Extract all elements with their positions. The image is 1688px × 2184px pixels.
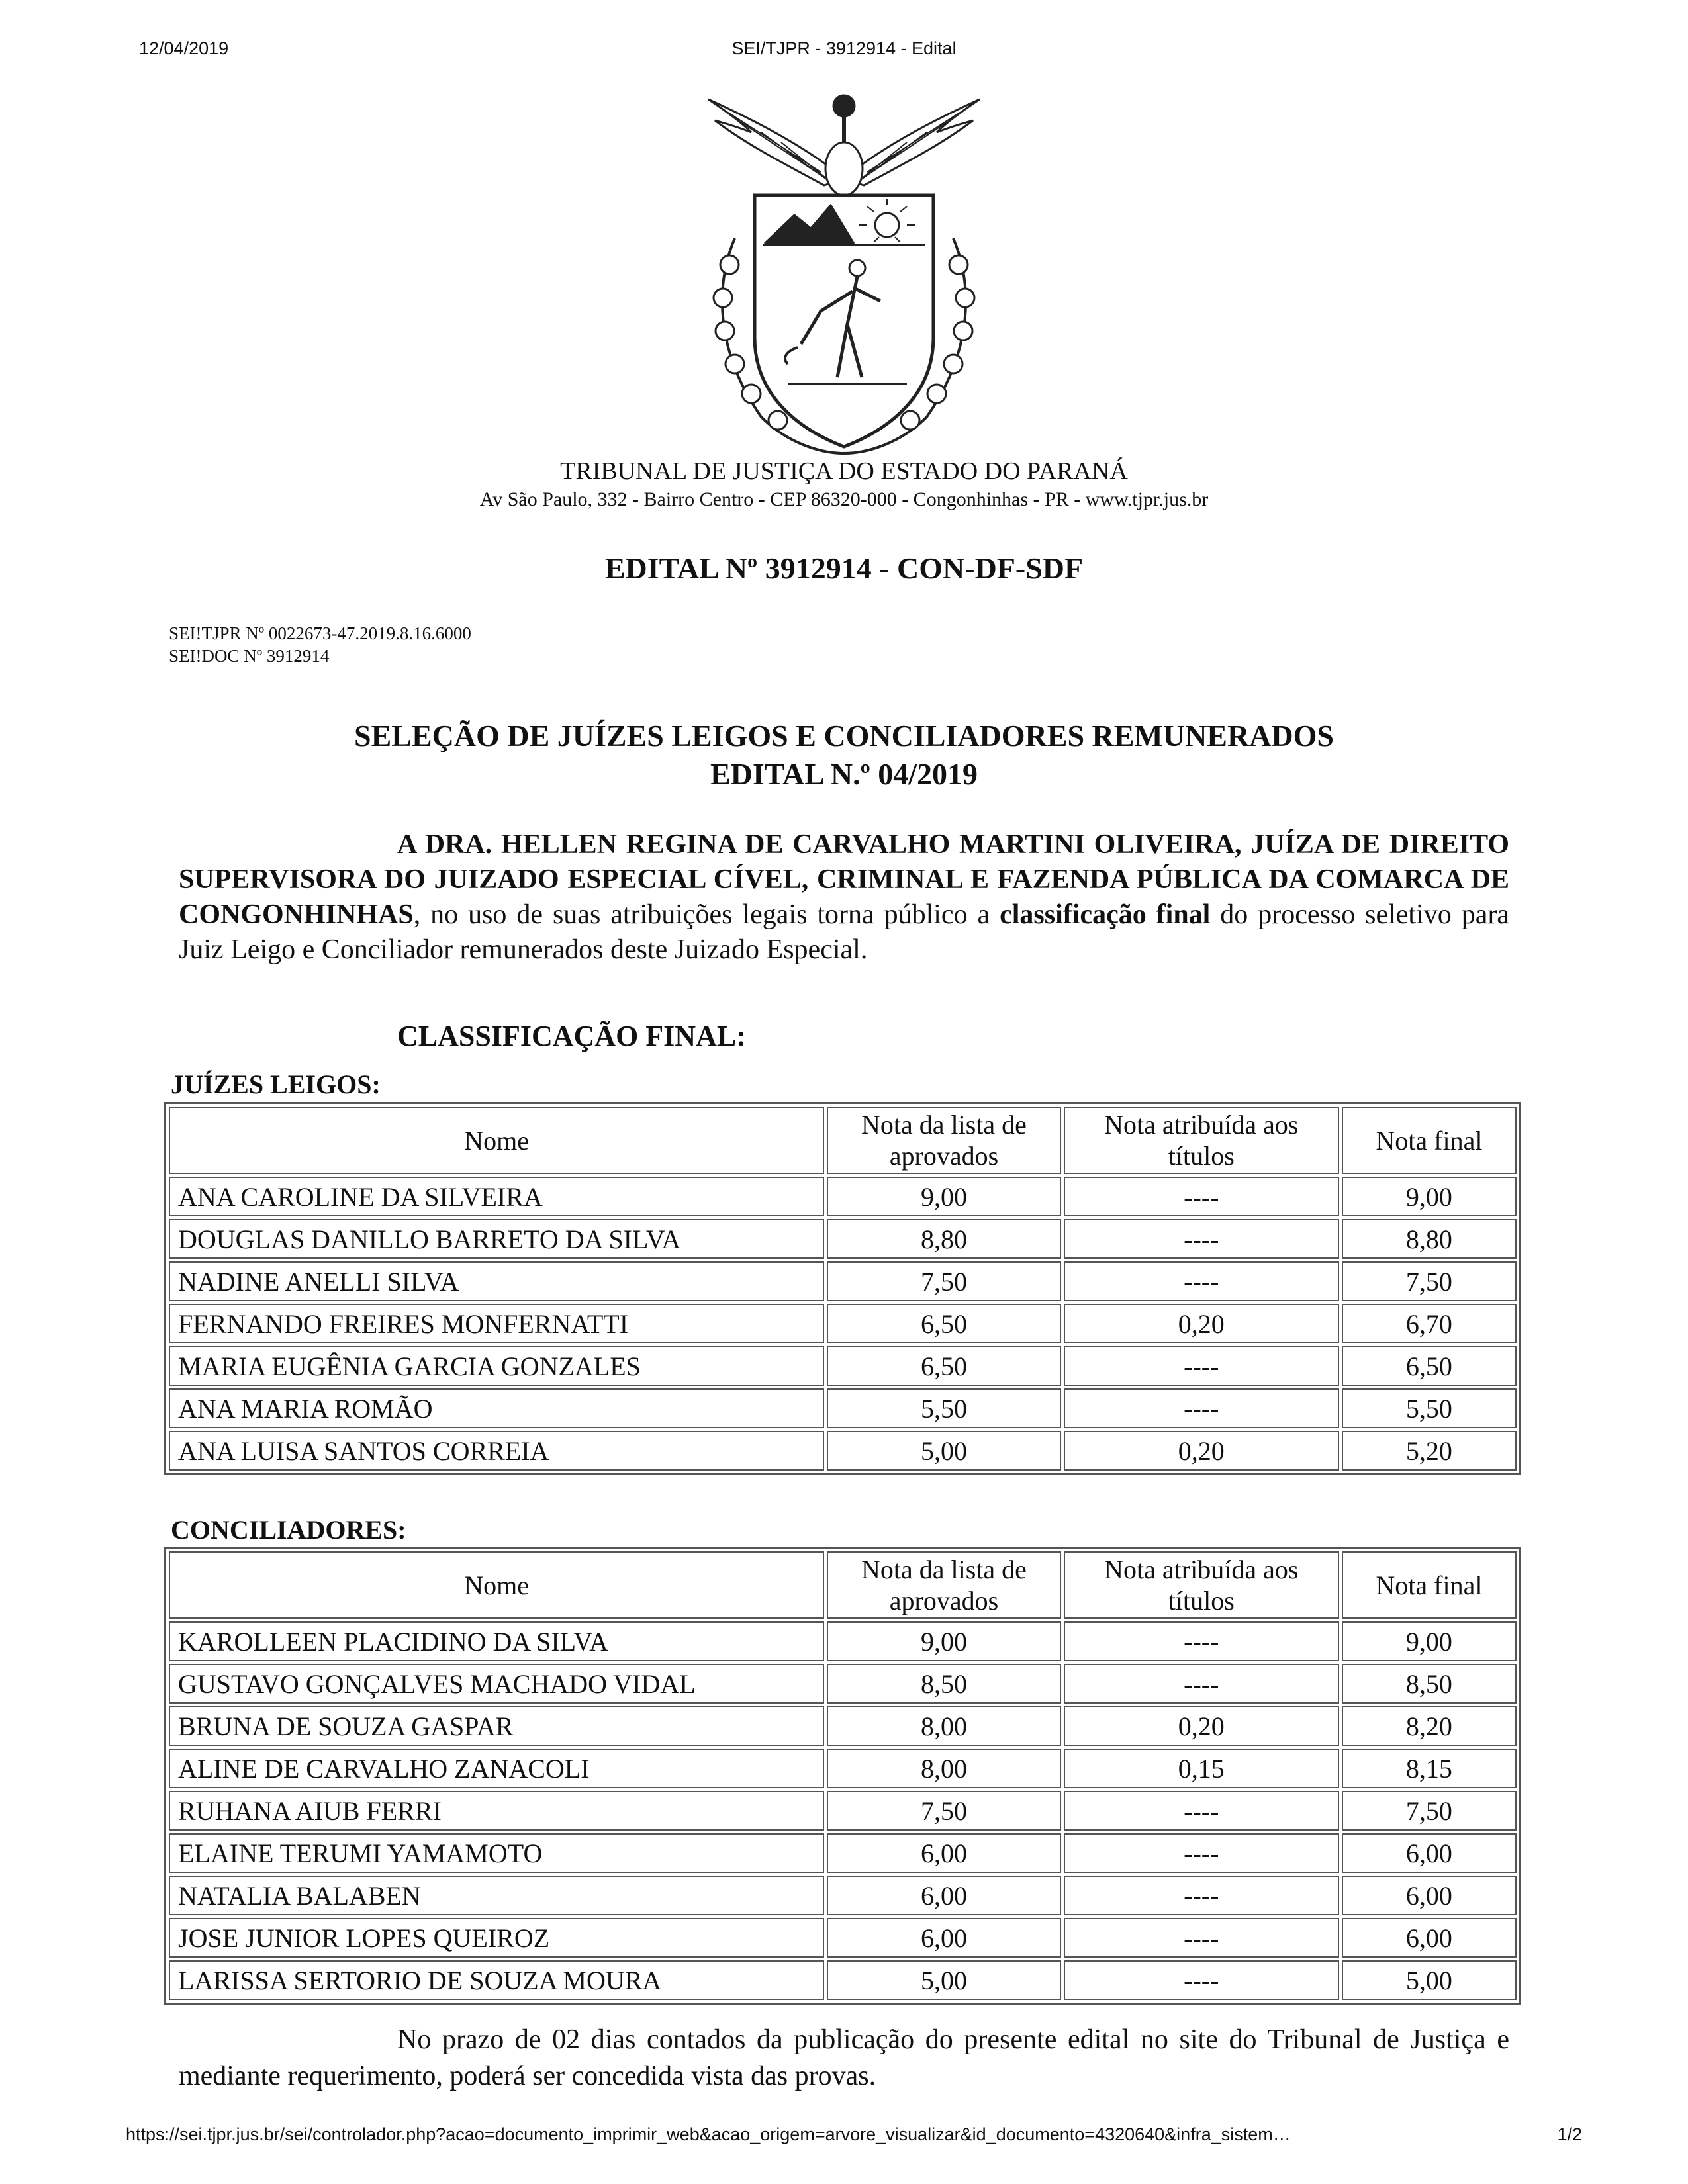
header-title-score: Nota atribuída aos títulos <box>1064 1551 1339 1619</box>
paragraph-text-1: , no uso de suas atribuições legais torna público a <box>413 899 1000 930</box>
table-header-row <box>169 1107 1517 1174</box>
classification-heading: CLASSIFICAÇÃO FINAL: <box>397 1020 746 1052</box>
cell-list-score: 6,50 <box>827 1304 1061 1343</box>
cell-final-score: 6,00 <box>1342 1833 1517 1873</box>
cell-final-score: 8,20 <box>1342 1706 1517 1746</box>
cell-list-score: 8,50 <box>827 1664 1061 1704</box>
cell-list-score: 5,00 <box>827 1960 1061 2000</box>
cell-final-score: 6,00 <box>1342 1876 1517 1915</box>
cell-title-score: 0,20 <box>1064 1304 1339 1343</box>
cell-final-score: 7,50 <box>1342 1791 1517 1831</box>
cell-title-score: 0,15 <box>1064 1749 1339 1788</box>
table-row <box>169 1706 1517 1746</box>
juizes-leigos-table <box>164 1102 1521 1475</box>
cell-title-score: ---- <box>1064 1833 1339 1873</box>
table-row <box>169 1749 1517 1788</box>
table-row <box>169 1791 1517 1831</box>
cell-list-score: 5,50 <box>827 1388 1061 1428</box>
cell-final-score: 5,20 <box>1342 1431 1517 1471</box>
header-title-score: Nota atribuída aos títulos <box>1064 1107 1339 1174</box>
closing-text: No prazo de 02 dias contados da publicação do presente edital no site do Tribunal de Justiça e mediante requerimento, poderá ser concedida vista das provas. <box>179 2025 1509 2091</box>
cell-name: KAROLLEEN PLACIDINO DA SILVA <box>169 1621 824 1661</box>
cell-list-score: 7,50 <box>827 1791 1061 1831</box>
cell-name: GUSTAVO GONÇALVES MACHADO VIDAL <box>169 1664 824 1704</box>
cell-name: BRUNA DE SOUZA GASPAR <box>169 1706 824 1746</box>
table-row <box>169 1219 1517 1259</box>
cell-title-score: 0,20 <box>1064 1431 1339 1471</box>
table-header-row <box>169 1551 1517 1619</box>
cell-title-score: ---- <box>1064 1960 1339 2000</box>
cell-title-score: ---- <box>1064 1918 1339 1958</box>
header-final-score: Nota final <box>1342 1107 1517 1174</box>
intro-paragraph <box>179 827 1509 968</box>
cell-name: JOSE JUNIOR LOPES QUEIROZ <box>169 1918 824 1958</box>
cell-name: NATALIA BALABEN <box>169 1876 824 1915</box>
table-row <box>169 1621 1517 1661</box>
paragraph-text-2: do processo seletivo para Juiz Leigo e Conciliador remunerados deste Juizado Especial. <box>179 899 1509 965</box>
juizes-leigos-label: JUÍZES LEIGOS: <box>171 1069 381 1099</box>
cell-name: FERNANDO FREIRES MONFERNATTI <box>169 1304 824 1343</box>
conciliadores-label: CONCILIADORES: <box>171 1515 406 1545</box>
cell-name: DOUGLAS DANILLO BARRETO DA SILVA <box>169 1219 824 1259</box>
table-row <box>169 1346 1517 1386</box>
cell-title-score: ---- <box>1064 1346 1339 1386</box>
table-row <box>169 1664 1517 1704</box>
header-name: Nome <box>169 1107 824 1174</box>
table-row <box>169 1833 1517 1873</box>
cell-title-score: ---- <box>1064 1876 1339 1915</box>
cell-list-score: 8,00 <box>827 1706 1061 1746</box>
cell-title-score: ---- <box>1064 1177 1339 1216</box>
table-row <box>169 1261 1517 1301</box>
table-row <box>169 1960 1517 2000</box>
cell-title-score: ---- <box>1064 1219 1339 1259</box>
cell-name: ANA CAROLINE DA SILVEIRA <box>169 1177 824 1216</box>
cell-list-score: 6,00 <box>827 1918 1061 1958</box>
cell-final-score: 9,00 <box>1342 1177 1517 1216</box>
cell-final-score: 6,00 <box>1342 1918 1517 1958</box>
cell-final-score: 8,50 <box>1342 1664 1517 1704</box>
parana-coat-of-arms-icon <box>688 86 1000 457</box>
table-row <box>169 1876 1517 1915</box>
judge-statement: A DRA. HELLEN REGINA DE CARVALHO MARTINI OLIVEIRA, JUÍZA DE DIREITO SUPERVISORA DO JUIZADO ESPECIAL CÍVEL, CRIMINAL E FAZENDA PÚBLICA DA COMARCA DE CONGONHINHAS <box>179 829 1509 930</box>
cell-final-score: 9,00 <box>1342 1621 1517 1661</box>
table-row <box>169 1304 1517 1343</box>
cell-list-score: 7,50 <box>827 1261 1061 1301</box>
cell-title-score: ---- <box>1064 1664 1339 1704</box>
cell-list-score: 9,00 <box>827 1177 1061 1216</box>
print-title: SEI/TJPR - 3912914 - Edital <box>731 38 957 58</box>
final-classification-term: classificação final <box>1000 899 1211 930</box>
table-row <box>169 1431 1517 1471</box>
court-name: TRIBUNAL DE JUSTIÇA DO ESTADO DO PARANÁ <box>560 457 1128 485</box>
print-url: https://sei.tjpr.jus.br/sei/controlador.php?acao=documento_imprimir_web&acao_origem=arvore_visualizar&id_documento=4320640&infra_sistem… <box>126 2124 1291 2144</box>
selection-title: SELEÇÃO DE JUÍZES LEIGOS E CONCILIADORES REMUNERADOS <box>354 719 1334 752</box>
header-name: Nome <box>169 1551 824 1619</box>
sei-process-number: SEI!TJPR Nº 0022673-47.2019.8.16.6000 <box>169 623 471 643</box>
edital-title: EDITAL Nº 3912914 - CON-DF-SDF <box>604 551 1084 585</box>
header-final-score: Nota final <box>1342 1551 1517 1619</box>
cell-final-score: 5,00 <box>1342 1960 1517 2000</box>
cell-final-score: 6,70 <box>1342 1304 1517 1343</box>
cell-title-score: ---- <box>1064 1388 1339 1428</box>
table-row <box>169 1388 1517 1428</box>
page-number: 1/2 <box>1557 2124 1582 2144</box>
cell-list-score: 5,00 <box>827 1431 1061 1471</box>
cell-name: ANA LUISA SANTOS CORREIA <box>169 1431 824 1471</box>
header-list-score: Nota da lista de aprovados <box>827 1107 1061 1174</box>
header-list-score: Nota da lista de aprovados <box>827 1551 1061 1619</box>
cell-name: MARIA EUGÊNIA GARCIA GONZALES <box>169 1346 824 1386</box>
conciliadores-table <box>164 1547 1521 2005</box>
table-row <box>169 1918 1517 1958</box>
cell-list-score: 6,00 <box>827 1833 1061 1873</box>
cell-list-score: 6,50 <box>827 1346 1061 1386</box>
selection-subtitle: EDITAL N.º 04/2019 <box>710 757 978 791</box>
cell-name: ANA MARIA ROMÃO <box>169 1388 824 1428</box>
cell-title-score: ---- <box>1064 1261 1339 1301</box>
cell-list-score: 6,00 <box>827 1876 1061 1915</box>
cell-final-score: 8,80 <box>1342 1219 1517 1259</box>
table-row <box>169 1177 1517 1216</box>
cell-title-score: 0,20 <box>1064 1706 1339 1746</box>
cell-list-score: 9,00 <box>827 1621 1061 1661</box>
court-address: Av São Paulo, 332 - Bairro Centro - CEP 86320-000 - Congonhinhas - PR - www.tjpr.jus.br <box>479 488 1209 510</box>
cell-final-score: 8,15 <box>1342 1749 1517 1788</box>
cell-name: LARISSA SERTORIO DE SOUZA MOURA <box>169 1960 824 2000</box>
closing-paragraph <box>179 2022 1509 2095</box>
cell-list-score: 8,00 <box>827 1749 1061 1788</box>
sei-doc-number: SEI!DOC Nº 3912914 <box>169 646 330 666</box>
cell-list-score: 8,80 <box>827 1219 1061 1259</box>
cell-title-score: ---- <box>1064 1791 1339 1831</box>
cell-name: RUHANA AIUB FERRI <box>169 1791 824 1831</box>
cell-final-score: 6,50 <box>1342 1346 1517 1386</box>
cell-final-score: 5,50 <box>1342 1388 1517 1428</box>
cell-final-score: 7,50 <box>1342 1261 1517 1301</box>
cell-title-score: ---- <box>1064 1621 1339 1661</box>
cell-name: ELAINE TERUMI YAMAMOTO <box>169 1833 824 1873</box>
cell-name: NADINE ANELLI SILVA <box>169 1261 824 1301</box>
cell-name: ALINE DE CARVALHO ZANACOLI <box>169 1749 824 1788</box>
print-date: 12/04/2019 <box>139 38 229 58</box>
